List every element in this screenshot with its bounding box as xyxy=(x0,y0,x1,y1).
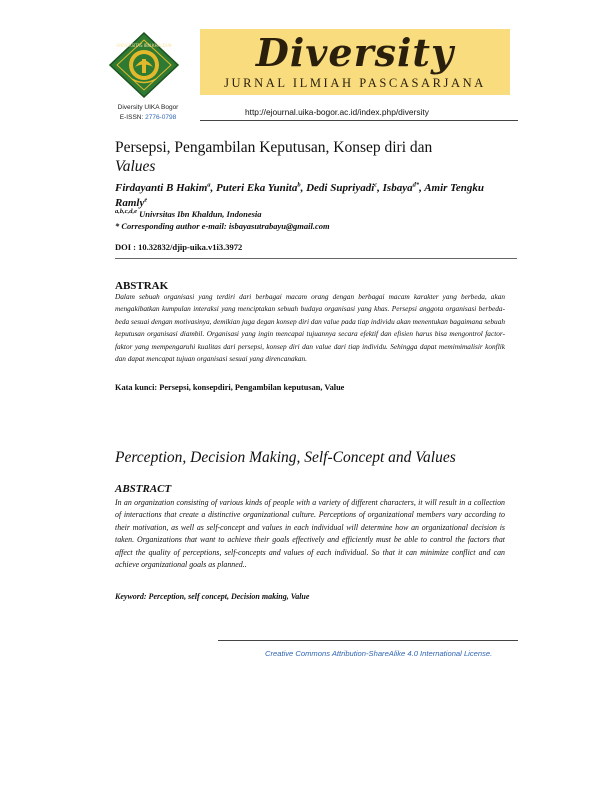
abstrak-heading: ABSTRAK xyxy=(115,280,169,292)
seal-icon xyxy=(108,32,180,98)
header-divider xyxy=(200,120,518,121)
issn-number[interactable]: 2776-0798 xyxy=(145,114,177,121)
author-sup: a xyxy=(207,181,211,189)
author-list xyxy=(115,181,515,211)
doi: DOI : 10.32832/djip-uika.v1i3.3972 xyxy=(115,242,243,252)
affiliation xyxy=(115,209,262,219)
affiliation-sup: a,b,c,d,e xyxy=(115,208,138,216)
issn-label: E-ISSN: xyxy=(119,114,144,121)
logo-text: UNIVERSITAS IBN KHALDUN xyxy=(116,43,172,48)
abstract-heading: ABSTRACT xyxy=(115,483,172,495)
doi-divider xyxy=(115,258,517,259)
author-sup: c xyxy=(374,181,378,189)
author-name: Isbaya xyxy=(382,182,413,194)
author-name: Amir Tengku Ramly xyxy=(115,182,485,209)
kata-kunci: Kata kunci: Persepsi, konsepdiri, Pengambilan keputusan, Value xyxy=(115,383,345,392)
corresponding-author: * Corresponding author e-mail: isbayasutrabayu@gmail.com xyxy=(115,221,330,231)
title-line-1: Persepsi, Pengambilan Keputusan, Konsep diri dan xyxy=(115,139,433,156)
banner-subtitle: JURNAL ILMIAH PASCASARJANA xyxy=(224,76,486,90)
license-link[interactable]: Creative Commons Attribution-ShareAlike 4.0 International License. xyxy=(265,649,493,658)
english-keywords: Keyword: Perception, self concept, Decision making, Value xyxy=(115,592,310,601)
banner-title: Diversity xyxy=(255,30,455,75)
journal-banner xyxy=(200,29,510,95)
university-seal-logo xyxy=(108,32,180,98)
journal-url-link[interactable]: http://ejournal.uika-bogor.ac.id/index.php/diversity xyxy=(245,107,429,117)
abstract-body: In an organization consisting of various kinds of people with a variety of different characters, it will result in a collection of interactions that create a distinctive organizational culture. Perceptions of organizational members vary according to their motivation, as well as self-concept and values in each individual will determine how an organizational decision is taken. Organizations that want to achieve their goals effectively and efficiently must be able to control the factors that affect the quality of perceptions, self-concepts and values of each individual. So that it can minimize conflict and can achieve organizational goals as planned.. xyxy=(115,498,505,570)
issn xyxy=(108,113,188,122)
author-name: Firdayanti B Hakim xyxy=(115,182,208,194)
journal-name: Diversity UIKA Bogor xyxy=(117,104,179,111)
author-separator: , xyxy=(300,182,307,194)
english-title: Perception, Decision Making, Self-Concept and Values xyxy=(115,449,456,466)
author-sup: d* xyxy=(412,181,420,189)
author-separator: , xyxy=(210,182,217,194)
abstrak-body: Dalam sebuah organisasi yang terdiri dari berbagai macam orang dengan berbagai macam karakter yang berbeda, akan mengakibatkan kumpulan interaksi yang menciptakan sebuah budaya organisasi yang khas. Persepsi anggota organisasi berbeda-beda sesuai dengan motivasinya, demikian juga degan konsep diri dan value pada tiap individu akan menentukan bagaimana sebuah keputusan organisasi diambil. Organisasi yang ingin mencapai tujuannya secara efektif dan efisien harus bisa mengontrol factor-faktor yang mempengaruhi kualitas dari persepsi, konsep diri dan value dari tiap individu. Sehingga dapat memimimalisir konflik dan dapat mencapat tujuan organisasi sesuai yang direncanakan. xyxy=(115,292,505,364)
author-name: Dedi Supriyadi xyxy=(306,182,375,194)
author-sup: e xyxy=(144,196,148,204)
article-title xyxy=(115,138,495,176)
author-separator: , xyxy=(419,182,425,194)
author-separator: , xyxy=(377,182,383,194)
affiliation-text: Univrsitas Ibn Khaldun, Indonesia xyxy=(137,209,262,219)
footer-divider xyxy=(218,640,518,641)
author-sup: b xyxy=(297,181,301,189)
title-line-2: Values xyxy=(115,158,156,175)
author-name: Puteri Eka Yunita xyxy=(216,182,298,194)
